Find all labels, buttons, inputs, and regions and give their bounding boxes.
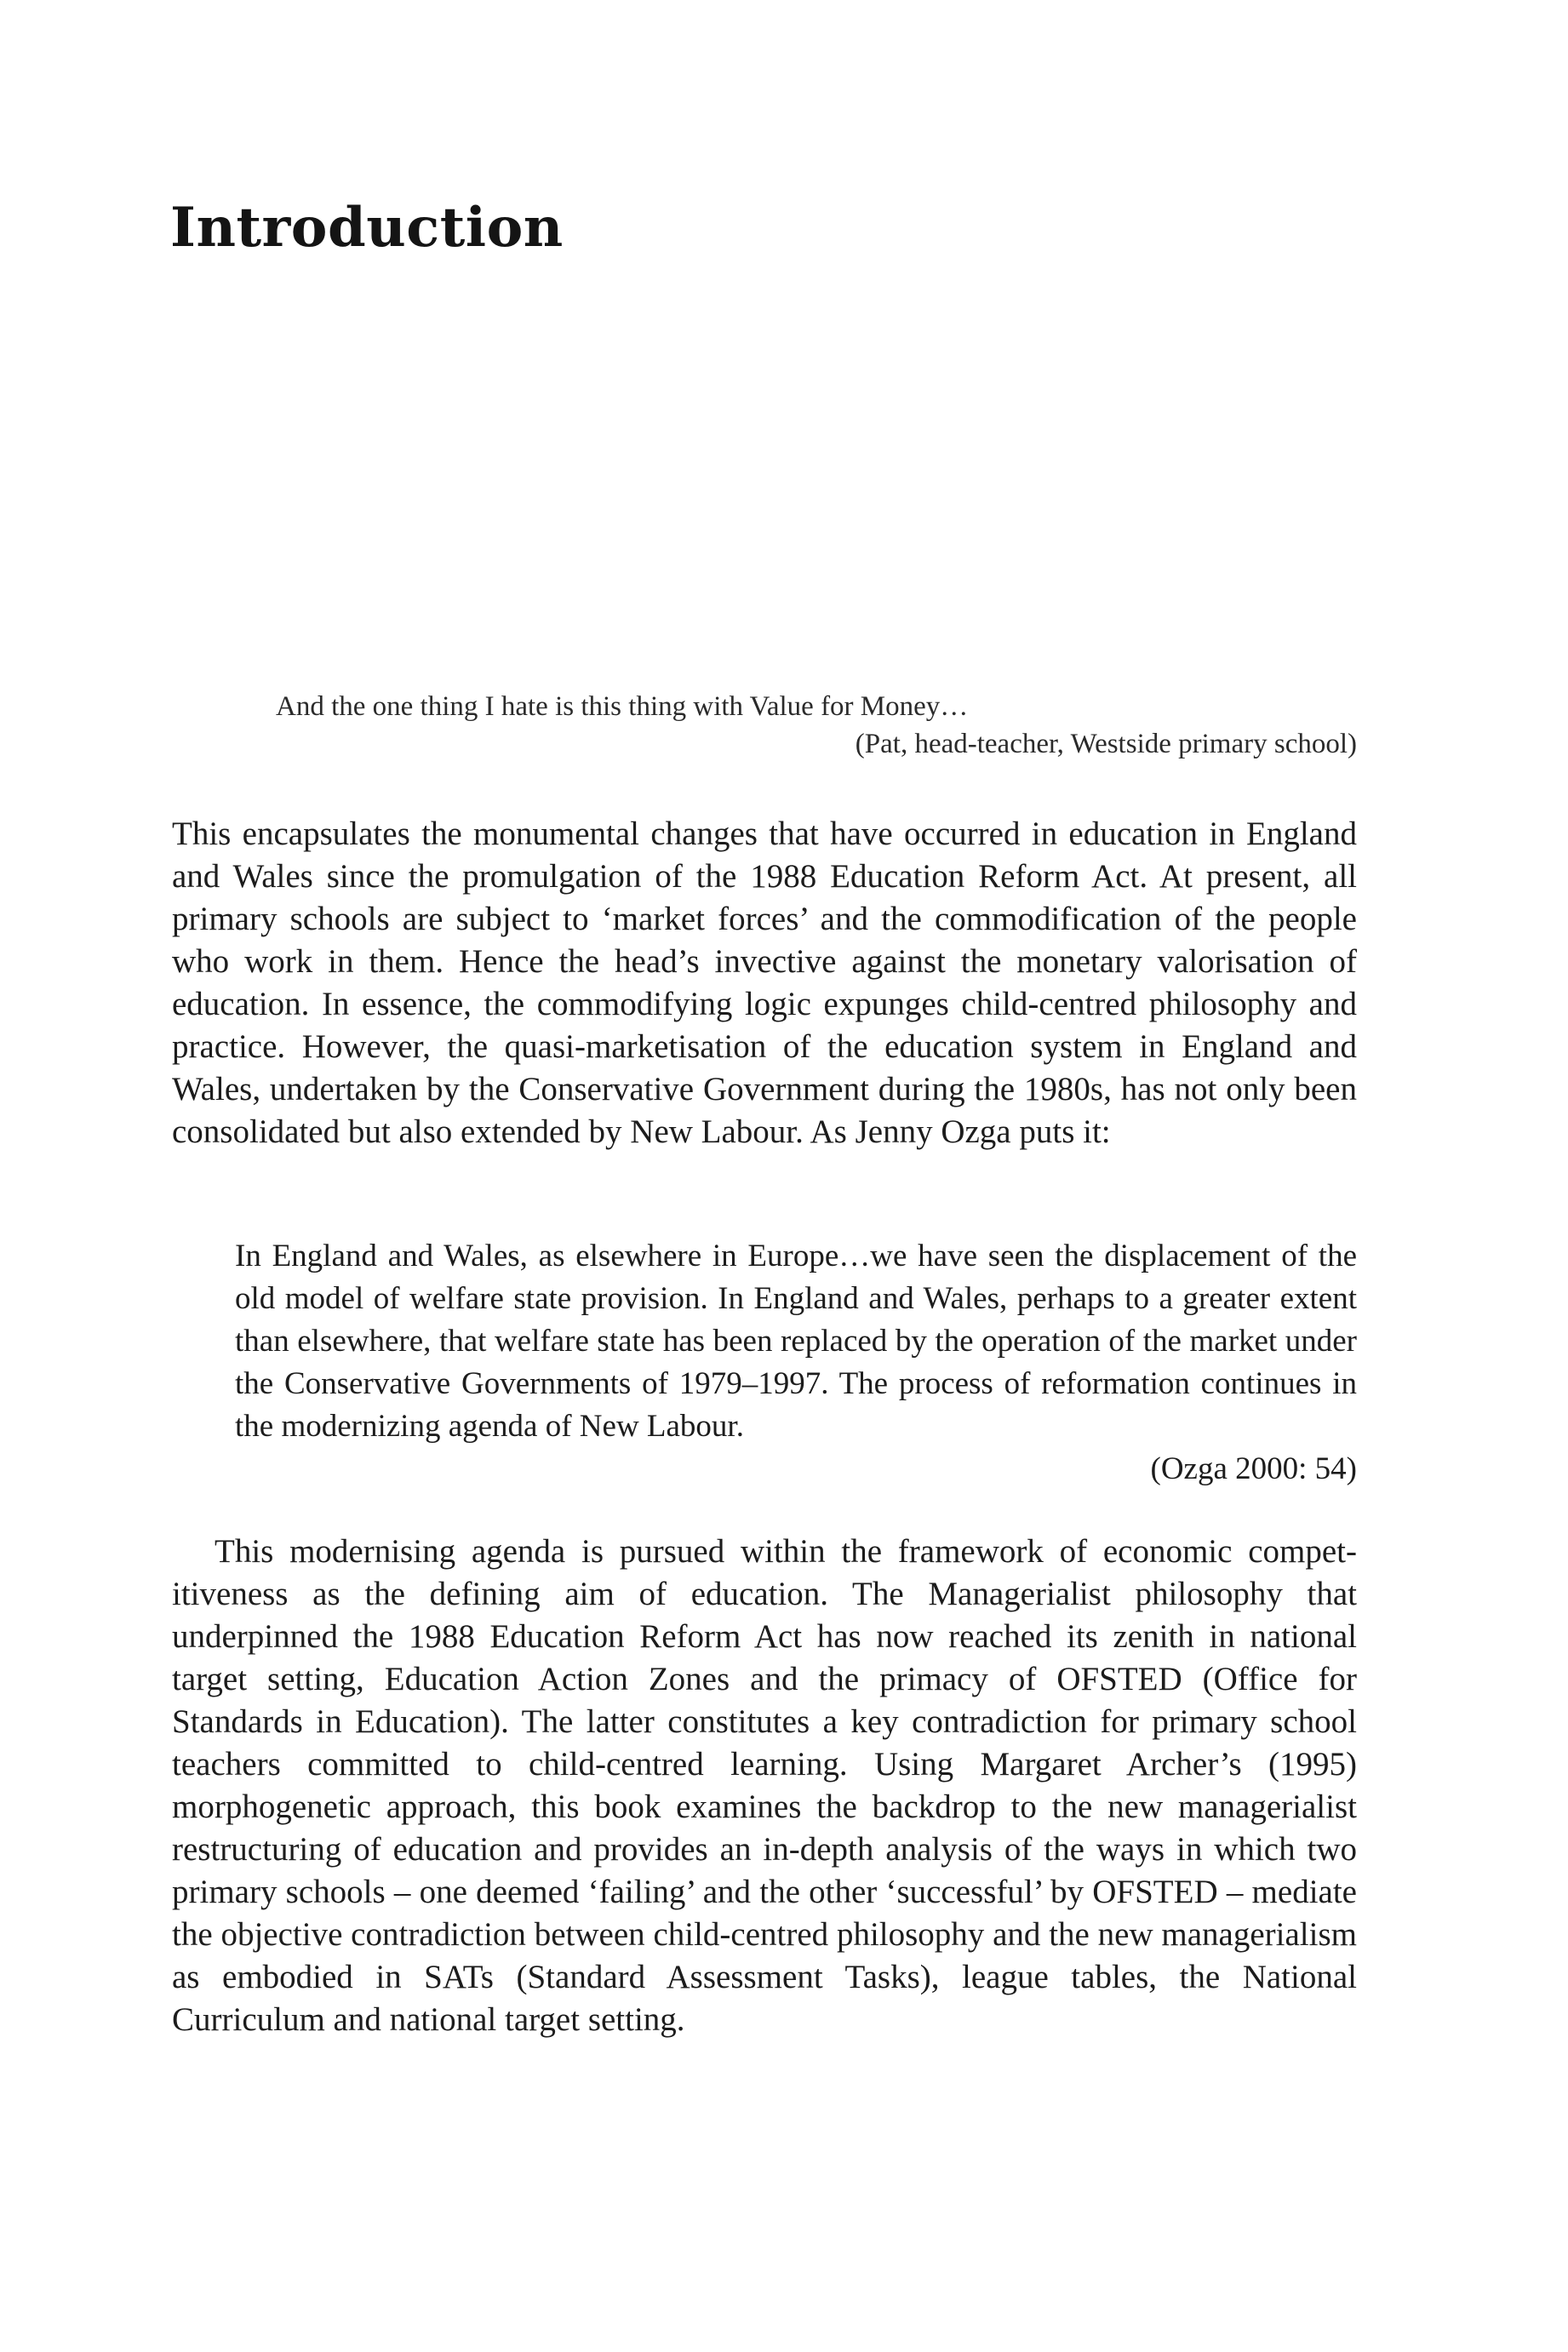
chapter-title: Introduction	[170, 196, 564, 260]
block-quote-citation: (Ozga 2000: 54)	[1150, 1451, 1357, 1486]
body-paragraph-1: This encapsulates the monumental changes that have occurred in education in England and Wales since the promulgation of the 1988 Education Reform Act. At present, all primary schools are subject to ‘market forces’ and the commodification of the people who work in them. Hence the head’s invective against the monetary valorisation of education. In essence, the commodifying logic expunges child-centred philosophy and practice. However, the quasi-marketisation of the education system in England and Wales, undertaken by the Conservative Government during the 1980s, has not only been consolidated but also extended by New Labour. As Jenny Ozga puts it:	[172, 815, 1357, 1150]
epigraph	[276, 688, 1357, 763]
epigraph-text: And the one thing I hate is this thing with Value for Money…	[276, 691, 969, 722]
body-paragraph-2: This modernising agenda is pursued within the framework of economic competitiveness as the defining aim of education. The Managerialist philosophy that underpinned the 1988 Education Reform Act has now reached its zenith in national target setting, Education Action Zones and the primacy of OFSTED (Office for Standards in Education). The latter constitutes a key contradiction for primary school teachers committed to child-centred learning. Using Margaret Archer’s (1995) morphogenetic approach, this book examines the backdrop to the new managerialist restructuring of education and provides an in-depth analysis of the ways in which two primary schools – one deemed ‘failing’ and the other ‘successful’ by OFSTED – mediate the objective contradiction between child-centred philosophy and the new managerialism as embodied in SATs (Standard Assessment Tasks), league tables, the National Curriculum and national target setting.	[172, 1533, 1357, 2038]
epigraph-source: (Pat, head-teacher, Westside primary school)	[855, 729, 1357, 759]
block-quote-text: In England and Wales, as elsewhere in Europe…we have seen the displacement of the old model of welfare state provision. In England and Wales, perhaps to a greater extent than elsewhere, that welfare state has been replaced by the operation of the market under the Conservative Governments of 1979–1997. The process of reformation continues in the modernizing agenda of New Labour.	[235, 1239, 1357, 1444]
block-quote	[235, 1235, 1357, 1491]
